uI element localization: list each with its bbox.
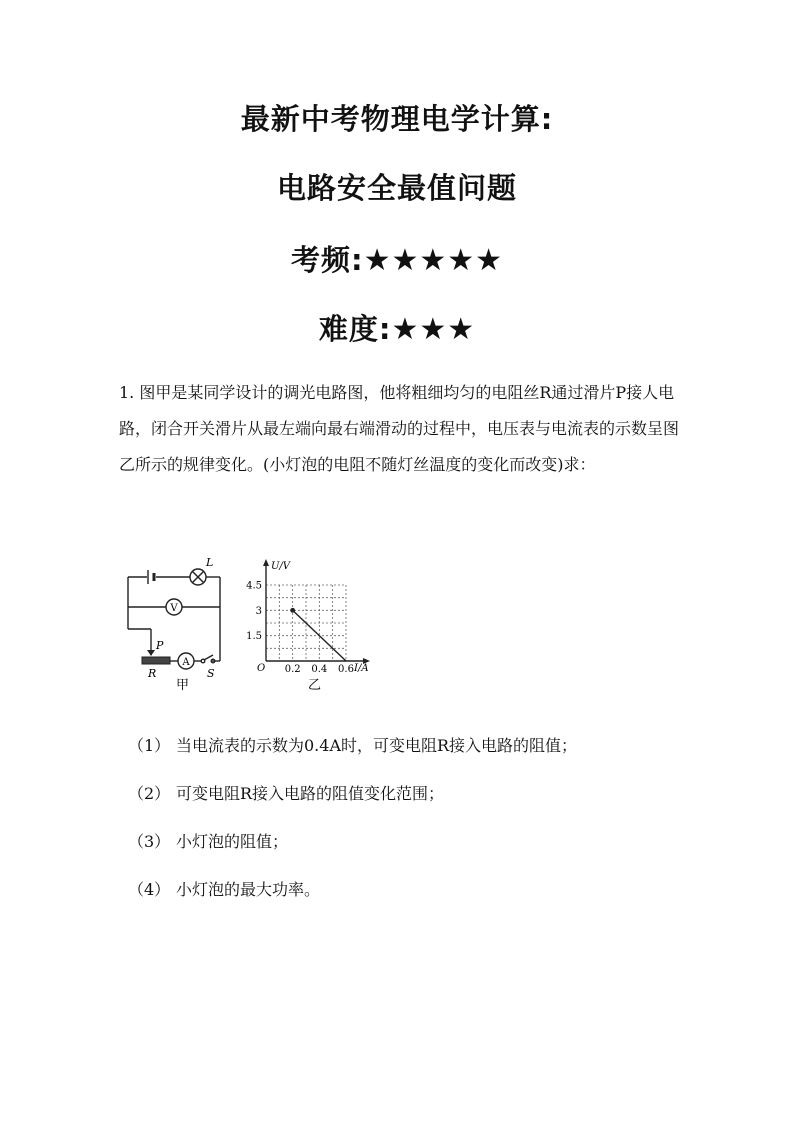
difficulty-label: 难度: [318,312,392,346]
switch-label: S [207,667,215,680]
origin-label: O [257,663,266,674]
difficulty-stars-icon: ★★★ [391,312,476,347]
data-point [290,608,295,613]
figure [118,555,388,704]
y-axis-label: U/V [271,561,291,572]
problem-statement: 1. 图甲是某同学设计的调光电路图，他将粗细均匀的电阻丝R通过滑片P接人电路，闭合开关滑片从最左端向最右端滑动的过程中，电压表与电流表的示数呈图乙所示的规律变化。(小灯泡的电阻不随灯丝温度的变化而改变)求： [119,383,680,474]
lamp-icon [190,569,206,585]
x-axis-label: I/A [354,663,369,674]
question-2 [128,781,444,804]
circuit-caption: 甲 [176,678,190,693]
question-number: （1） [128,736,171,755]
title-line2: 电路安全最值问题 [276,171,517,205]
question-text: 可变电阻R接入电路的阻值变化范围； [176,784,445,803]
graph-caption: 乙 [308,678,322,693]
slider-arrow-icon [147,650,155,656]
battery-icon [148,570,154,584]
graph [246,559,370,693]
resistor-label: R [148,667,157,680]
voltmeter-label: V [170,603,178,614]
ammeter-label: A [182,657,190,668]
question-4 [128,877,320,900]
question-number: （2） [128,784,171,803]
question-number: （3） [128,832,171,851]
question-1 [128,733,577,756]
y-axis-arrow-icon [263,559,269,566]
x-tick-label: 0.2 [284,664,301,675]
x-tick-label: 0.6 [338,664,354,675]
frequency-label: 考频: [290,243,364,277]
question-number: （4） [128,880,171,899]
frequency-rating [0,238,794,279]
question-text: 当电流表的示数为0.4A时，可变电阻R接入电路的阻值； [176,736,578,755]
frequency-stars-icon: ★★★★★ [363,243,504,278]
y-tick-label: 1.5 [246,631,262,643]
title-line1: 最新中考物理电学计算: [240,102,554,136]
circuit-diagram [128,577,220,661]
question-text: 小灯泡的阻值； [176,832,289,851]
difficulty-rating [0,307,794,348]
question-3 [128,829,288,852]
slider-label: P [156,639,164,652]
resistor-icon [142,657,170,664]
y-tick-label: 4.5 [246,580,262,592]
figure-svg [118,555,388,700]
x-tick-label: 0.4 [311,664,328,675]
question-text: 小灯泡的最大功率。 [176,880,321,899]
graph-axes [266,563,366,661]
y-tick-label: 3 [255,605,262,617]
lamp-label: L [206,556,214,569]
